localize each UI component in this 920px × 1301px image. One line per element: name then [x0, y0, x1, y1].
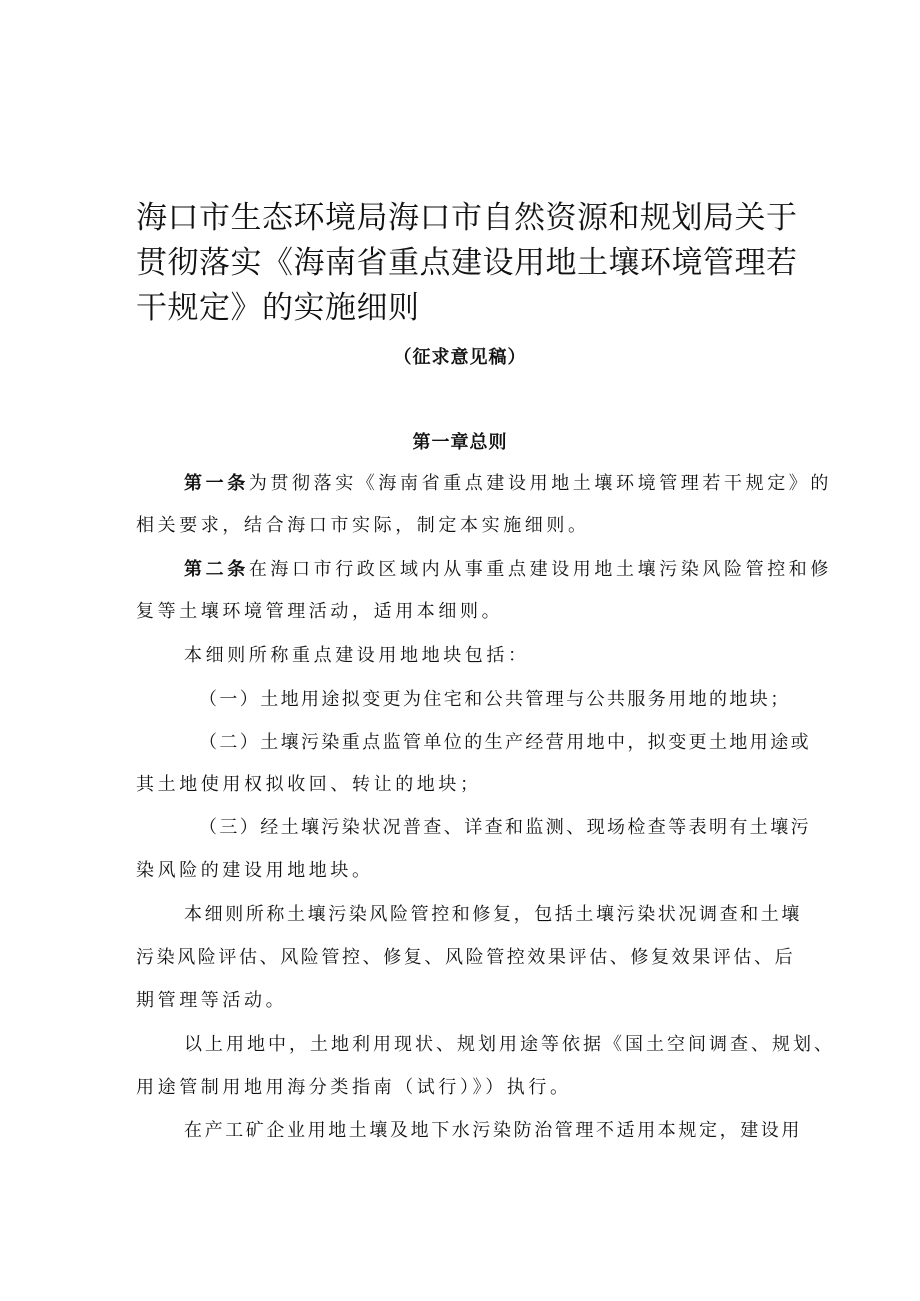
list-item-2-line-2: 其土地使用权拟收回、转让的地块；: [136, 774, 482, 795]
article-1-line-2: 相关要求，结合海口市实际，制定本实施细则。: [136, 515, 590, 536]
article-2-line-2: 复等土壤环境管理活动，适用本细则。: [136, 601, 504, 622]
list-item-1: （一）土地用途拟变更为住宅和公共管理与公共服务用地的地块；: [199, 689, 791, 710]
article-2-text: 在海口市行政区域内从事重点建设用地土壤污染风险管控和修: [248, 559, 833, 580]
paragraph-exclusion-line-1: 在产工矿企业用地土壤及地下水污染防治管理不适用本规定，建设用: [184, 1120, 802, 1141]
list-item-2-line-1: （二）土壤污染重点监管单位的生产经营用地中，拟变更土地用途或: [199, 732, 811, 753]
paragraph-definition-line-2: 污染风险评估、风险管控、修复、风险管控效果评估、修复效果评估、后: [136, 947, 796, 968]
title-line-3: 干规定》的实施细则: [136, 290, 420, 326]
chapter-heading: 第一章总则: [412, 432, 508, 453]
list-item-3-line-1: （三）经土壤污染状况普查、详查和监测、现场检查等表明有土壤污: [199, 817, 811, 838]
paragraph-definition-line-3: 期管理等活动。: [136, 990, 288, 1011]
article-2-label: 第二条: [184, 559, 249, 580]
paragraph-classification-line-1: 以上用地中，土地利用现状、规划用途等依据《国土空间调查、规划、: [184, 1034, 835, 1055]
document-subtitle: （征求意见稿）: [393, 347, 527, 368]
article-1-text: 为贯彻落实《海南省重点建设用地土壤环境管理若干规定》的: [248, 473, 833, 494]
paragraph-scope-intro: 本细则所称重点建设用地地块包括：: [184, 645, 530, 666]
paragraph-classification-line-2: 用途管制用地用海分类指南（试行）》）执行。: [136, 1077, 572, 1098]
list-item-3-line-2: 染风险的建设用地地块。: [136, 860, 374, 881]
document-title: [136, 196, 796, 331]
article-2-line-1: [184, 558, 832, 582]
article-1-label: 第一条: [184, 473, 249, 494]
title-line-2: 贯彻落实《海南省重点建设用地土壤环境管理若: [136, 245, 798, 281]
article-1-line-1: [184, 472, 832, 496]
paragraph-definition-line-1: 本细则所称土壤污染风险管控和修复，包括土壤污染状况调查和土壤: [184, 904, 802, 925]
title-line-1: 海口市生态环境局海口市自然资源和规划局关于: [136, 200, 798, 236]
